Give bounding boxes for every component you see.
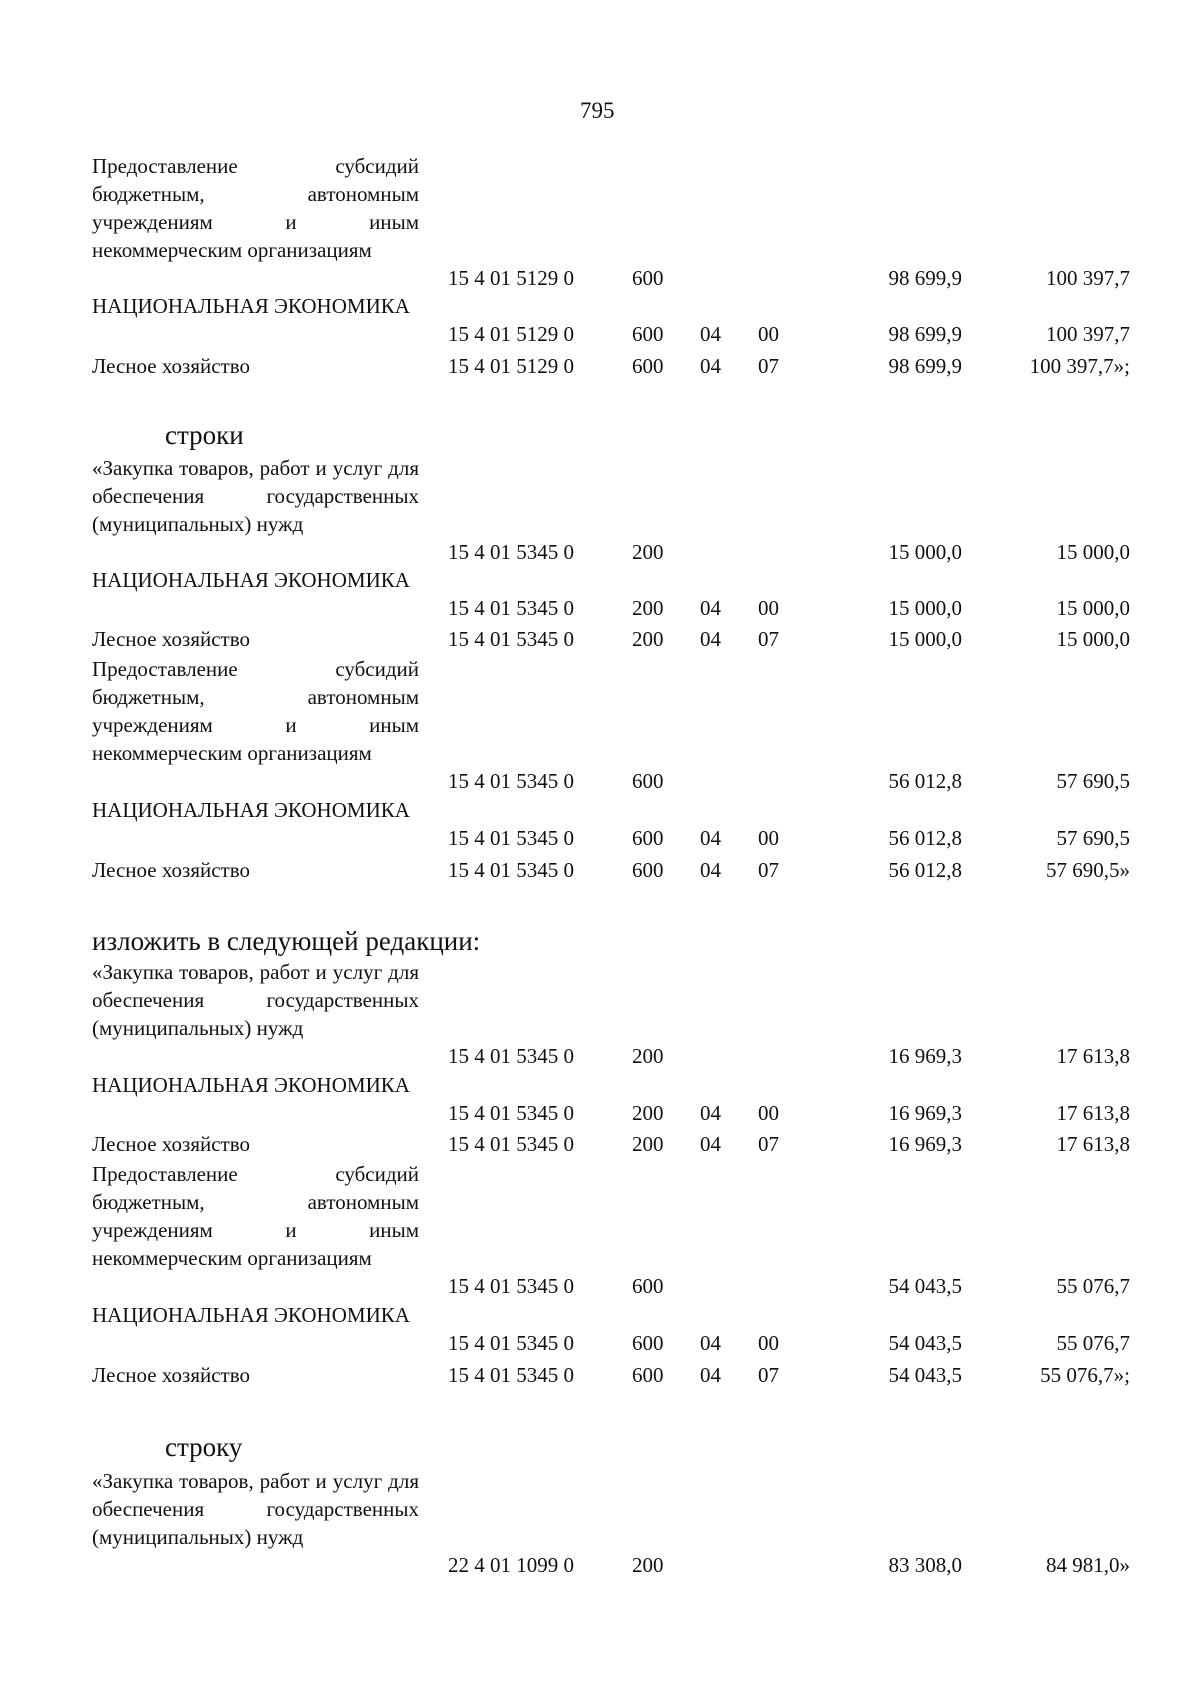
row-vr: 600 (632, 266, 664, 290)
row-rz: 04 (700, 858, 721, 882)
row-amount-1: 16 969,3 (888, 1132, 962, 1156)
row-vr: 200 (632, 1553, 664, 1577)
row-amount-2: 100 397,7 (1046, 266, 1130, 290)
row-name: Предоставление субсидий бюджетным, автономным учреждениям и иным некоммерческим организациям (92, 1162, 419, 1270)
row-rz: 04 (700, 627, 721, 651)
row-code: 15 4 01 5345 0 (448, 1331, 574, 1355)
row-amount-1: 15 000,0 (888, 627, 962, 651)
row-name: «Закупка товаров, работ и услуг для обеспечения государственных (муниципальных) нужд (92, 1469, 419, 1549)
row-vr: 200 (632, 1132, 664, 1156)
row-amount-2: 84 981,0» (1046, 1553, 1130, 1577)
row-code: 22 4 01 1099 0 (448, 1553, 574, 1577)
row-pr: 07 (758, 858, 779, 882)
row-amount-2: 55 076,7 (1056, 1331, 1130, 1355)
row-amount-1: 98 699,9 (888, 354, 962, 378)
row-name: «Закупка товаров, работ и услуг для обеспечения государственных (муниципальных) нужд (92, 456, 419, 536)
row-vr: 200 (632, 1044, 664, 1068)
row-amount-2: 100 397,7 (1046, 322, 1130, 346)
row-code: 15 4 01 5345 0 (448, 769, 574, 793)
row-code: 15 4 01 5129 0 (448, 354, 574, 378)
row-name: НАЦИОНАЛЬНАЯ ЭКОНОМИКА (92, 1303, 410, 1327)
row-amount-1: 83 308,0 (888, 1553, 962, 1577)
row-rz: 04 (700, 1101, 721, 1125)
section-heading: изложить в следующей редакции: (92, 926, 481, 956)
row-name: «Закупка товаров, работ и услуг для обеспечения государственных (муниципальных) нужд (92, 960, 419, 1040)
row-name: Лесное хозяйство (92, 627, 250, 651)
row-name: Лесное хозяйство (92, 858, 250, 882)
row-pr: 00 (758, 322, 779, 346)
row-rz: 04 (700, 354, 721, 378)
row-amount-1: 16 969,3 (888, 1044, 962, 1068)
row-vr: 200 (632, 1101, 664, 1125)
row-vr: 200 (632, 627, 664, 651)
row-amount-1: 56 012,8 (888, 858, 962, 882)
row-name: Лесное хозяйство (92, 354, 250, 378)
row-pr: 07 (758, 354, 779, 378)
row-name: НАЦИОНАЛЬНАЯ ЭКОНОМИКА (92, 798, 410, 822)
row-amount-2: 15 000,0 (1056, 596, 1130, 620)
row-vr: 600 (632, 322, 664, 346)
row-name: НАЦИОНАЛЬНАЯ ЭКОНОМИКА (92, 568, 410, 592)
row-code: 15 4 01 5345 0 (448, 1132, 574, 1156)
row-code: 15 4 01 5345 0 (448, 1044, 574, 1068)
row-code: 15 4 01 5345 0 (448, 858, 574, 882)
row-code: 15 4 01 5345 0 (448, 1274, 574, 1298)
row-amount-1: 98 699,9 (888, 322, 962, 346)
row-code: 15 4 01 5345 0 (448, 826, 574, 850)
row-amount-2: 15 000,0 (1056, 540, 1130, 564)
row-rz: 04 (700, 1331, 721, 1355)
row-amount-1: 15 000,0 (888, 540, 962, 564)
page-number: 795 (580, 98, 615, 123)
row-code: 15 4 01 5345 0 (448, 1363, 574, 1387)
row-name: НАЦИОНАЛЬНАЯ ЭКОНОМИКА (92, 1073, 410, 1097)
row-amount-1: 56 012,8 (888, 826, 962, 850)
row-pr: 07 (758, 627, 779, 651)
row-code: 15 4 01 5345 0 (448, 596, 574, 620)
row-amount-1: 15 000,0 (888, 596, 962, 620)
row-rz: 04 (700, 596, 721, 620)
row-vr: 600 (632, 1331, 664, 1355)
row-amount-1: 54 043,5 (888, 1331, 962, 1355)
section-heading: строку (165, 1432, 243, 1462)
row-amount-2: 55 076,7»; (1040, 1363, 1130, 1387)
row-code: 15 4 01 5345 0 (448, 540, 574, 564)
row-rz: 04 (700, 1132, 721, 1156)
row-vr: 200 (632, 540, 664, 564)
row-pr: 07 (758, 1132, 779, 1156)
section-heading: строки (165, 420, 244, 450)
row-name: НАЦИОНАЛЬНАЯ ЭКОНОМИКА (92, 294, 410, 318)
row-amount-1: 98 699,9 (888, 266, 962, 290)
row-amount-2: 55 076,7 (1056, 1274, 1130, 1298)
row-vr: 600 (632, 1274, 664, 1298)
row-amount-1: 54 043,5 (888, 1274, 962, 1298)
row-pr: 00 (758, 826, 779, 850)
row-amount-1: 16 969,3 (888, 1101, 962, 1125)
row-code: 15 4 01 5345 0 (448, 1101, 574, 1125)
row-amount-2: 17 613,8 (1056, 1044, 1130, 1068)
row-pr: 00 (758, 596, 779, 620)
row-pr: 07 (758, 1363, 779, 1387)
row-vr: 200 (632, 596, 664, 620)
row-vr: 600 (632, 354, 664, 378)
row-name: Лесное хозяйство (92, 1363, 250, 1387)
row-amount-2: 57 690,5» (1046, 858, 1130, 882)
row-amount-2: 57 690,5 (1056, 826, 1130, 850)
row-name: Предоставление субсидий бюджетным, автономным учреждениям и иным некоммерческим организациям (92, 154, 419, 262)
row-amount-1: 56 012,8 (888, 769, 962, 793)
row-rz: 04 (700, 826, 721, 850)
row-pr: 00 (758, 1101, 779, 1125)
row-amount-1: 54 043,5 (888, 1363, 962, 1387)
row-vr: 600 (632, 826, 664, 850)
row-code: 15 4 01 5129 0 (448, 266, 574, 290)
row-code: 15 4 01 5129 0 (448, 322, 574, 346)
row-amount-2: 17 613,8 (1056, 1132, 1130, 1156)
row-rz: 04 (700, 322, 721, 346)
row-amount-2: 57 690,5 (1056, 769, 1130, 793)
row-vr: 600 (632, 769, 664, 793)
row-pr: 00 (758, 1331, 779, 1355)
row-vr: 600 (632, 1363, 664, 1387)
row-amount-2: 100 397,7»; (1029, 354, 1130, 378)
row-name: Предоставление субсидий бюджетным, автономным учреждениям и иным некоммерческим организациям (92, 657, 419, 765)
row-name: Лесное хозяйство (92, 1132, 250, 1156)
row-vr: 600 (632, 858, 664, 882)
row-amount-2: 17 613,8 (1056, 1101, 1130, 1125)
row-code: 15 4 01 5345 0 (448, 627, 574, 651)
row-rz: 04 (700, 1363, 721, 1387)
row-amount-2: 15 000,0 (1056, 627, 1130, 651)
